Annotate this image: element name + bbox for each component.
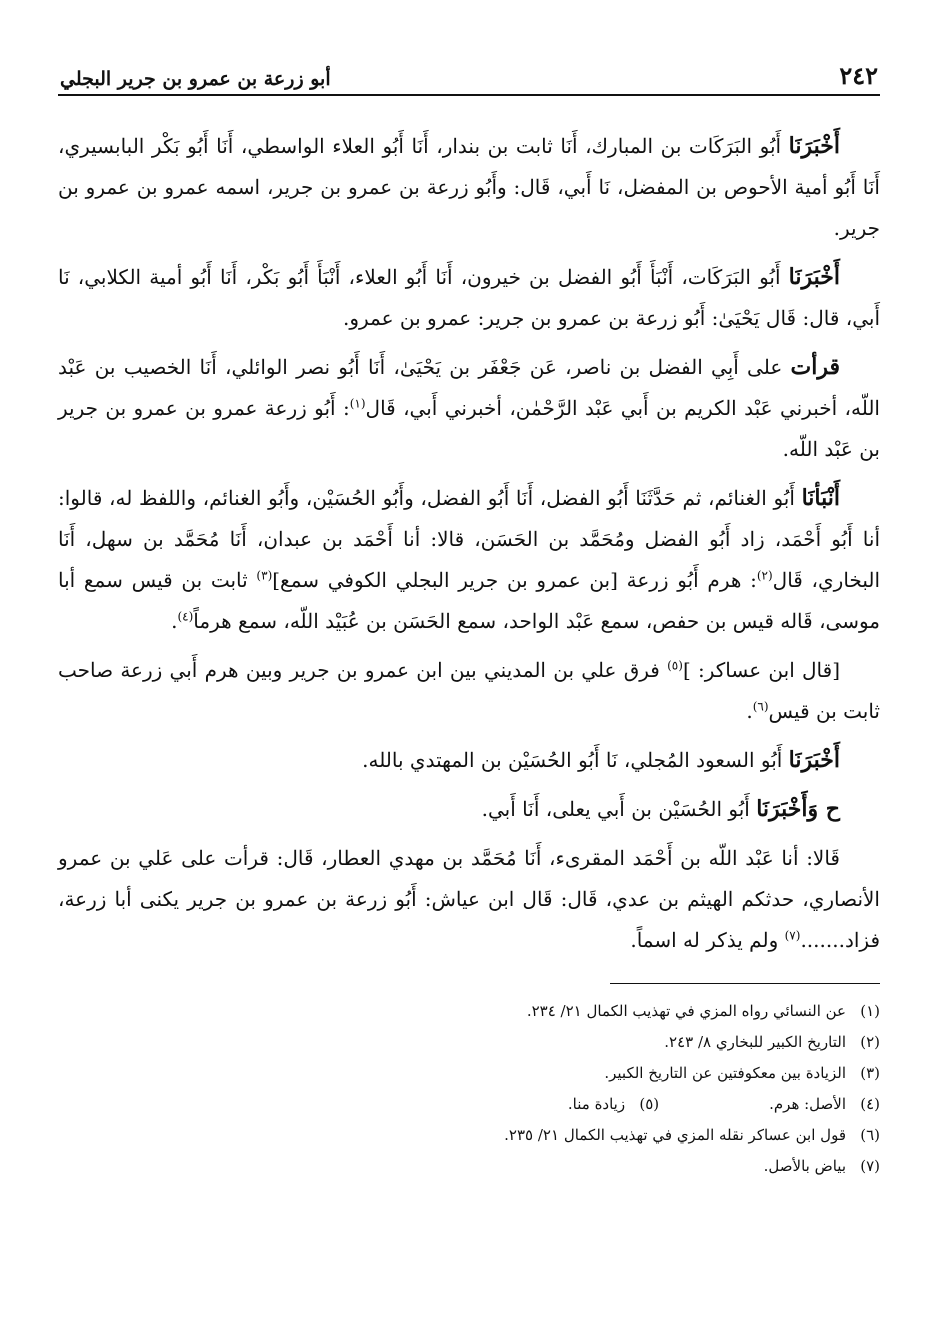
footnote-marker: (٥) (667, 658, 683, 673)
paragraph-lead: ح وَأَخْبَرَنَا (756, 796, 840, 822)
paragraph-6 (58, 740, 880, 781)
paragraph-text: أَبُو الحُسَيْن بن أَبي يعلى، أَنَا أَبي. (481, 797, 757, 821)
footnote-7 (58, 1151, 880, 1182)
paragraph-lead: قرأت (790, 354, 840, 380)
footnote-3 (58, 1058, 880, 1089)
paragraph-lead: أَخْبَرَنَا (788, 264, 840, 290)
footnote-number: (٧) (860, 1157, 880, 1175)
paragraph-text: أَبُو البَرَكَات بن المبارك، أَنَا ثابت بن بندار، أَنَا أَبُو العلاء الواسطي، أَنَا أَبُو بَكْر البابسيري، أَنَا أَبُو أمية الأحوص بن المفضل، نَا أَبي، قَال: وأَبُو زرعة بن عمرو بن جرير، اسمه عمرو بن عمرو بن جرير. (58, 134, 880, 240)
paragraph-text: : هرم أَبُو زرعة [بن عمرو بن جرير البجلي الكوفي سمع] (272, 568, 757, 592)
paragraph-5 (58, 650, 880, 732)
paragraph-text: أَبُو السعود المُجلي، نَا أَبُو الحُسَيْن بن المهتدي بالله. (362, 748, 789, 772)
paragraph-text: . (171, 609, 178, 633)
paragraph-lead: أَنْبَأنَا (801, 485, 840, 511)
footnote-marker: (٤) (177, 609, 194, 624)
footnote-number: (٤) (860, 1095, 880, 1113)
footnote-number: (٦) (860, 1126, 880, 1144)
paragraph-text: فرق علي بن المديني بين ابن عمرو بن جرير وبين هرم أَبي زرعة صاحب ثابت بن قيس (58, 658, 880, 723)
footnote-number: (٣) (860, 1064, 880, 1082)
paragraph-1 (58, 126, 880, 249)
paragraph-lead: أَخْبَرَنَا (788, 747, 840, 773)
paragraph-text: ثابت بن قيس سمع أبا موسى، قَاله قيس بن حفص، سمع عَبْد الواحد، سمع الحَسَن بن عُبَيْد اللّه، سمع هرماً (58, 568, 880, 633)
footnote-text: زيادة منا. (567, 1095, 626, 1113)
paragraph-text: : أَبُو زرعة عمرو بن عمرو بن جرير بن عَبْد اللّه. (58, 396, 880, 461)
footnote-1 (58, 996, 880, 1027)
footnote-text: الزيادة بين معكوفتين عن التاريخ الكبير. (604, 1064, 846, 1082)
footnote-2 (58, 1027, 880, 1058)
paragraph-text: أَبُو البَرَكَات، أَنْبَأَ أَبُو الفضل بن خيرون، أَنَا أَبُو العلاء، أَنْبَأَ أَبُو بَكْر، أَنَا أَبُو أمية الكلابي، نَا أَبي، قال: قَال يَحْيَىٰ: أَبُو زرعة بن عمرو بن جرير: عمرو بن عمرو. (58, 265, 880, 330)
footnote-4-5 (58, 1089, 880, 1120)
paragraph-7 (58, 789, 880, 830)
paragraph-text: . (746, 699, 753, 723)
footnote-number: (١) (860, 1002, 880, 1020)
footnote-marker: (١) (349, 396, 366, 411)
paragraph-text: [قال ابن عساكر: ] (682, 658, 841, 682)
paragraph-text: على أَبِي الفضل بن ناصر، عَن جَعْفَر بن يَحْيَىٰ، أَنَا أَبُو نصر الوائلي، أَنَا الخصيب بن عَبْد اللّه، أخبرني عَبْد الكريم بن أَبي عَبْد الرَّحْمٰن، أخبرني أَبي، قَال (58, 355, 880, 420)
paragraph-8 (58, 838, 880, 961)
page-number: ٢٤٢ (839, 61, 878, 90)
footnote-text: عن النسائي رواه المزي في تهذيب الكمال ٢١/ ٢٣٤. (526, 1002, 846, 1020)
footnote-6 (58, 1120, 880, 1151)
footnotes (58, 996, 880, 1182)
footnote-marker: (٦) (752, 699, 769, 714)
main-text (58, 126, 880, 961)
book-page (58, 48, 880, 1308)
footnote-text: قول ابن عساكر نقله المزي في تهذيب الكمال ٢١/ ٢٣٥. (504, 1126, 846, 1144)
running-title: أبو زرعة بن عمرو بن جرير البجلي (60, 68, 331, 90)
paragraph-text: قَالا: أنا عَبْد اللّه بن أَحْمَد المقرىء، أَنَا مُحَمَّد بن مهدي العطار، قَال: قرأت على عَلي بن عمرو الأنصاري، حدثكم الهيثم بن عدي، قَال: قَال ابن عياش: أَبُو زرعة بن عمرو بن جرير يكنى أبا زرعة، فزاد....... (58, 846, 880, 952)
footnote-divider (610, 983, 880, 984)
paragraph-4 (58, 478, 880, 642)
footnote-marker: (٢) (756, 568, 773, 583)
paragraph-lead: أَخْبَرَنَا (788, 133, 840, 159)
paragraph-2 (58, 257, 880, 339)
footnote-text: بياض بالأصل. (763, 1157, 846, 1175)
footnote-text: التاريخ الكبير للبخاري ٨/ ٢٤٣. (664, 1033, 846, 1051)
footnote-text: الأصل: هرم. (769, 1095, 846, 1113)
paragraph-3 (58, 347, 880, 470)
paragraph-text: ولم يذكر له اسماً. (630, 928, 785, 952)
footnote-number: (٥) (639, 1095, 660, 1113)
paragraph-text: أَبُو الغنائم، ثم حَدَّثَنَا أَبُو الفضل، أَنَا أَبُو الفضل، وأَبُو الحُسَيْن، وأَبُو الغنائم، واللفظ له، قالوا: أنا أَبُو أَحْمَد، زاد أَبُو الفضل ومُحَمَّد بن الحَسَن، قالا: أنا أَحْمَد بن عبدان، أَنَا مُحَمَّد بن سهل، أَنَا البخاري، قَال (58, 486, 881, 592)
footnote-marker: (٣) (256, 568, 273, 583)
page-header (58, 48, 880, 96)
footnote-marker: (٧) (784, 928, 801, 943)
footnote-number: (٢) (860, 1033, 880, 1051)
